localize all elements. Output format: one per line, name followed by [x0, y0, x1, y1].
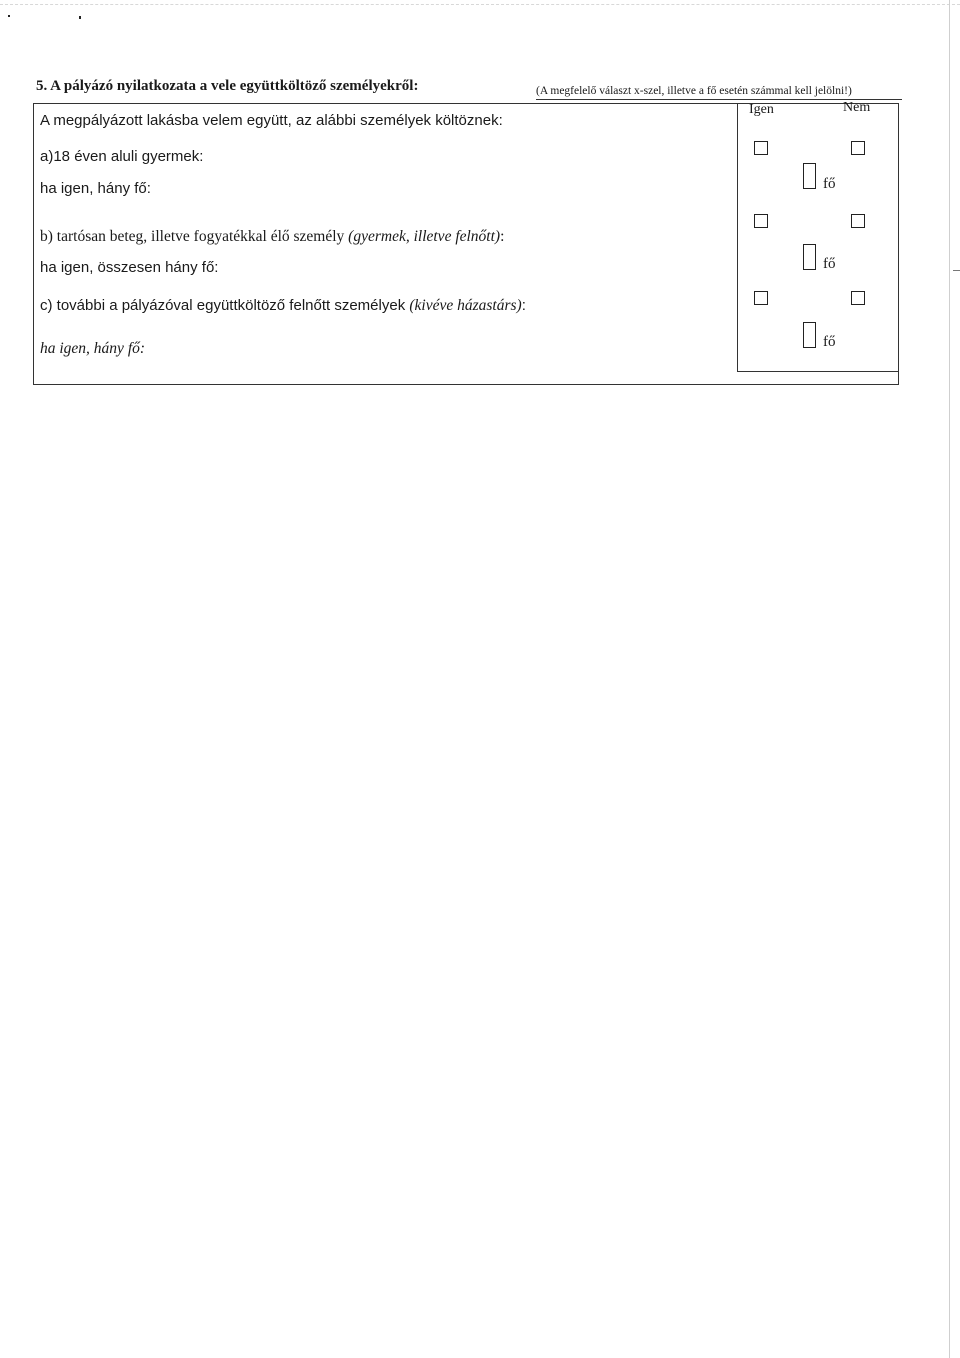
row-c-count-prompt: ha igen, hány fő: — [40, 340, 146, 357]
row-b-unit: fő — [823, 256, 836, 272]
row-b-label: b) tartósan beteg, illetve fogyatékkal élő személy (gyermek, illetve felnőtt): — [40, 228, 505, 245]
table-intro: A megpályázott lakásba velem együtt, az alábbi személyek költöznek: — [40, 112, 503, 129]
row-c-yes-checkbox[interactable] — [754, 291, 768, 305]
scan-speck — [8, 15, 10, 17]
column-header-yes: Igen — [749, 102, 774, 117]
column-header-no: Nem — [843, 100, 871, 115]
row-a-yes-checkbox[interactable] — [754, 141, 768, 155]
scan-edge-right — [949, 0, 950, 1358]
row-c-no-checkbox[interactable] — [851, 291, 865, 305]
row-b-no-checkbox[interactable] — [851, 214, 865, 228]
row-a-label: a)18 éven aluli gyermek: — [40, 148, 204, 165]
scan-mark — [953, 270, 960, 271]
row-a-no-checkbox[interactable] — [851, 141, 865, 155]
scan-edge-top — [0, 4, 960, 5]
row-b-yes-checkbox[interactable] — [754, 214, 768, 228]
instruction-note: (A megfelelő választ x-szel, illetve a fő esetén számmal kell jelölni!) — [536, 85, 852, 97]
section-title: 5. A pályázó nyilatkozata a vele együttköltöző személyekről: — [36, 78, 419, 94]
row-a-count-prompt: ha igen, hány fő: — [40, 180, 151, 197]
row-c-unit: fő — [823, 334, 836, 350]
scan-speck — [79, 16, 81, 19]
row-a-unit: fő — [823, 176, 836, 192]
column-divider — [737, 103, 738, 372]
row-c-count-input[interactable] — [803, 322, 816, 348]
row-b-count-input[interactable] — [803, 244, 816, 270]
row-c-label: c) további a pályázóval együttköltöző felnőtt személyek (kivéve házastárs): — [40, 297, 526, 314]
answer-column-bottom-rule — [737, 371, 899, 372]
row-a-count-input[interactable] — [803, 163, 816, 189]
row-b-count-prompt: ha igen, összesen hány fő: — [40, 259, 219, 276]
